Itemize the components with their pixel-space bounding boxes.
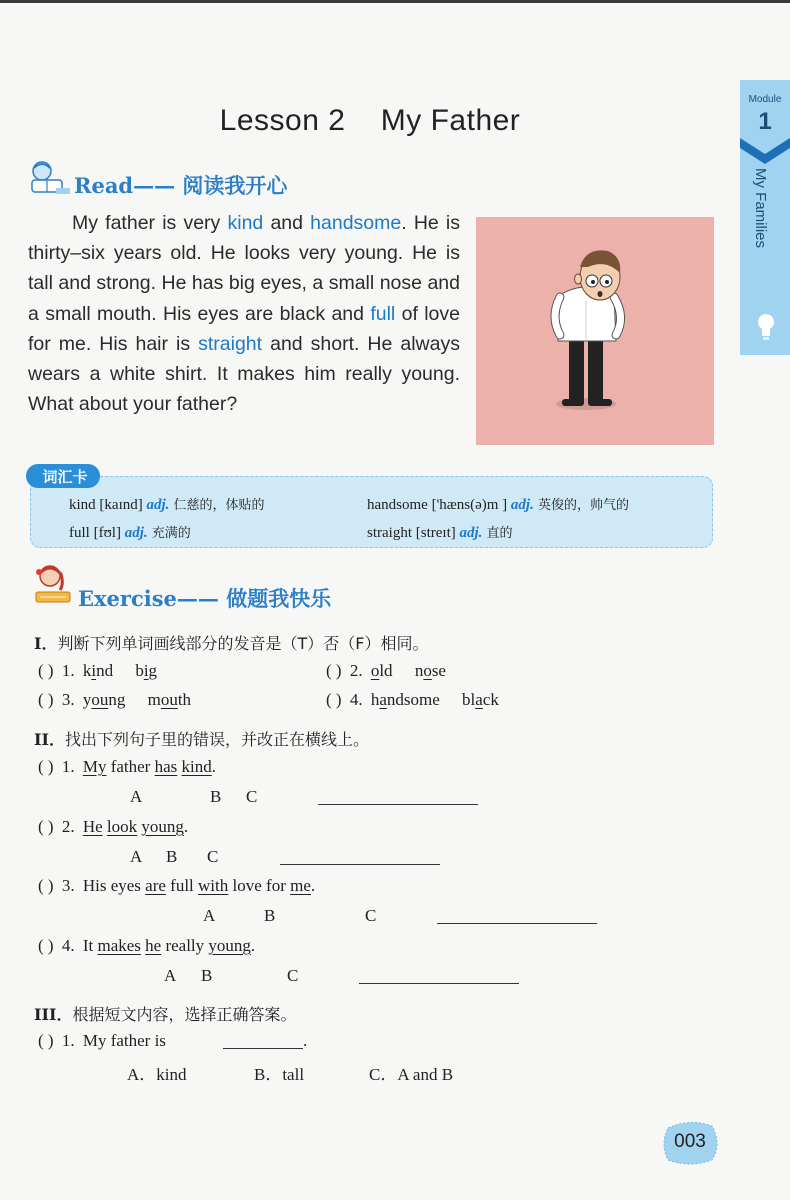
passage-text: and xyxy=(263,212,311,234)
vocab-word: full [fʊl] xyxy=(69,525,125,541)
error-item-4 xyxy=(38,936,255,956)
word-1 xyxy=(371,661,393,680)
word-part: th xyxy=(177,690,192,709)
keyword-handsome: handsome xyxy=(310,212,402,234)
word-part: b xyxy=(135,661,144,680)
vocab-meaning: 充满的 xyxy=(147,526,191,541)
item-number: 1. xyxy=(61,1031,75,1050)
vocab-word: straight [streɪt] xyxy=(367,525,460,541)
word-underlined: o xyxy=(370,661,380,680)
error-item-3 xyxy=(38,876,315,896)
word-underlined: i xyxy=(91,661,97,680)
lesson-title: Lesson 2 My Father xyxy=(219,104,521,137)
vocab-item-full xyxy=(69,522,191,542)
read-heading: Read—— 阅读我开心 xyxy=(74,173,288,198)
answer-blank[interactable]: ( ) xyxy=(326,690,342,709)
item-number: 3. xyxy=(61,690,75,709)
module-number: 1 xyxy=(758,108,772,135)
word-part: ndsome xyxy=(386,690,440,709)
word-part: g xyxy=(148,661,158,680)
keyword-straight: straight xyxy=(198,332,263,355)
option-c[interactable]: C．A and B xyxy=(369,1065,454,1084)
answer-blank[interactable]: ( ) xyxy=(326,661,342,680)
choice-item-1 xyxy=(38,1031,166,1051)
vocab-pos: adj. xyxy=(459,525,483,541)
pronunciation-item-1 xyxy=(38,661,157,681)
section-number: I． xyxy=(34,634,58,653)
label-c: C xyxy=(207,847,219,866)
sentence-part: father xyxy=(106,757,155,776)
answer-blank[interactable]: ( ) xyxy=(38,757,54,776)
item-number: 1. xyxy=(61,757,75,776)
answer-blank[interactable]: ( ) xyxy=(38,876,54,895)
word-part: se xyxy=(431,661,446,680)
underlined-part-c: young xyxy=(208,936,251,955)
correction-line[interactable] xyxy=(359,983,519,984)
word-part: ng xyxy=(108,690,126,709)
item-number: 3. xyxy=(61,876,75,895)
label-a: A xyxy=(130,787,143,806)
word-part: ld xyxy=(379,661,393,680)
vocab-meaning: 直的 xyxy=(482,526,513,541)
sentence-part: . xyxy=(211,757,216,776)
question-stem: My father is xyxy=(82,1031,166,1050)
section-3-title xyxy=(34,1002,296,1025)
word-underlined: o xyxy=(423,661,432,680)
section-number: II． xyxy=(34,730,65,749)
word-2 xyxy=(415,661,446,680)
word-1 xyxy=(83,661,113,680)
label-c: C xyxy=(246,787,258,806)
pronunciation-item-3 xyxy=(38,690,191,710)
sentence-part: love for xyxy=(228,876,291,895)
answer-blank[interactable]: ( ) xyxy=(38,936,54,955)
reading-kid-icon xyxy=(26,158,72,198)
word-1 xyxy=(83,690,126,709)
underlined-part-b: look xyxy=(106,817,138,836)
section-instruction: 找出下列句子里的错误，并改正在横线上。 xyxy=(64,730,369,749)
sentence-part: . xyxy=(250,936,256,955)
sentence-part: full xyxy=(165,876,199,895)
label-c: C xyxy=(287,966,299,985)
label-b: B xyxy=(201,966,213,985)
vocabulary-card xyxy=(30,476,713,548)
vocab-pos: adj. xyxy=(124,525,148,541)
item-number: 4. xyxy=(349,690,363,709)
vocab-item-straight xyxy=(367,522,513,542)
page-number: 003 xyxy=(674,1131,706,1152)
word-underlined: a xyxy=(379,690,387,709)
word-part: m xyxy=(147,690,161,709)
correction-line[interactable] xyxy=(280,864,440,865)
writing-girl-icon xyxy=(30,562,76,608)
sentence-part: His eyes xyxy=(82,876,146,895)
word-part: nd xyxy=(96,661,114,680)
module-side-tab xyxy=(740,80,790,355)
option-b[interactable]: B．tall xyxy=(254,1065,305,1084)
vocab-word: handsome ['hæns(ə)m ] xyxy=(367,497,511,513)
word-underlined: i xyxy=(143,661,149,680)
pronunciation-item-2 xyxy=(326,661,446,681)
word-2 xyxy=(135,661,157,680)
label-b: B xyxy=(264,906,276,925)
answer-blank[interactable]: ( ) xyxy=(38,661,54,680)
label-a: A xyxy=(130,847,143,866)
sentence-part: really xyxy=(161,936,209,955)
word-part: n xyxy=(414,661,424,680)
underlined-part-b: has xyxy=(154,757,178,776)
section-number: III． xyxy=(34,1005,73,1024)
correction-line[interactable] xyxy=(437,923,597,924)
word-underlined: ou xyxy=(91,690,109,709)
underlined-part-c: kind xyxy=(181,757,212,776)
item-number: 4. xyxy=(61,936,75,955)
underlined-part-a: are xyxy=(145,876,166,895)
underlined-part-c: me xyxy=(290,876,311,895)
section-instruction: 根据短文内容，选择正确答案。 xyxy=(72,1005,297,1024)
label-a: A xyxy=(164,966,177,985)
word-underlined: a xyxy=(475,690,483,709)
answer-blank[interactable]: ( ) xyxy=(38,817,54,836)
option-a[interactable]: A．kind xyxy=(127,1065,187,1084)
item-number: 2. xyxy=(61,817,75,836)
label-b: B xyxy=(210,787,222,806)
pronunciation-item-4 xyxy=(326,690,499,710)
passage-text: and short. He always wears a white shirt. It makes him really young. What about your father? xyxy=(28,332,460,416)
passage-text: My father is very xyxy=(72,212,228,234)
label-c: C xyxy=(365,906,377,925)
sentence-part: It xyxy=(82,936,98,955)
underlined-part-b: he xyxy=(145,936,162,955)
word-part: y xyxy=(82,690,92,709)
fill-blank-line[interactable] xyxy=(223,1048,303,1049)
section-2-title xyxy=(34,727,369,750)
word-part: h xyxy=(370,690,380,709)
module-title: My Families xyxy=(752,168,769,249)
vocab-pos: adj. xyxy=(146,497,170,513)
underlined-part-a: My xyxy=(82,757,107,776)
label-b: B xyxy=(166,847,178,866)
passage-text: . He is thirty–six years old. He looks very young. He is tall and strong. He has big eyes, a small nose and a small mouth. His eyes are black and xyxy=(28,212,461,325)
underlined-part-c: young xyxy=(141,817,184,836)
label-a: A xyxy=(203,906,216,925)
vocab-item-handsome xyxy=(367,494,629,514)
word-part: k xyxy=(82,661,92,680)
vocab-meaning: 英俊的，帅气的 xyxy=(533,498,629,513)
answer-blank[interactable]: ( ) xyxy=(38,690,54,709)
underlined-part-b: with xyxy=(198,876,229,895)
section-instruction: 判断下列单词画线部分的发音是（T）否（F）相同。 xyxy=(57,634,429,653)
reading-passage xyxy=(28,208,460,419)
exercise-heading: Exercise—— 做题我快乐 xyxy=(78,586,332,611)
word-part: ck xyxy=(482,690,499,709)
underlined-part-a: makes xyxy=(97,936,141,955)
error-item-1 xyxy=(38,757,216,777)
underlined-part-a: He xyxy=(82,817,103,836)
item-number: 1. xyxy=(61,661,75,680)
correction-line[interactable] xyxy=(318,804,478,805)
passage-text: of love for me. His hair is xyxy=(28,302,460,355)
keyword-kind: kind xyxy=(227,212,264,234)
sentence-part: . xyxy=(183,817,189,836)
stem-end: . xyxy=(303,1031,308,1050)
module-label: Module xyxy=(748,94,782,105)
word-underlined: ou xyxy=(160,690,178,709)
section-1-title xyxy=(34,631,428,654)
word-1 xyxy=(371,690,440,709)
sentence-part: . xyxy=(310,876,316,895)
error-item-2 xyxy=(38,817,188,837)
item-number: 2. xyxy=(349,661,363,680)
word-2 xyxy=(148,690,191,709)
father-cartoon-icon xyxy=(476,217,714,445)
vocab-item-kind xyxy=(69,494,265,514)
vocab-label: 词汇卡 xyxy=(42,468,88,486)
answer-blank[interactable]: ( ) xyxy=(38,1031,54,1050)
keyword-full: full xyxy=(370,302,396,325)
word-part: bl xyxy=(462,690,476,709)
chevron-down-icon xyxy=(740,138,790,164)
lightbulb-icon xyxy=(756,312,776,342)
top-border xyxy=(0,0,790,3)
vocab-word: kind [kaɪnd] xyxy=(69,497,147,513)
vocab-meaning: 仁慈的，体贴的 xyxy=(169,498,265,513)
word-2 xyxy=(462,690,499,709)
vocab-pos: adj. xyxy=(510,497,534,513)
father-illustration xyxy=(476,217,714,445)
